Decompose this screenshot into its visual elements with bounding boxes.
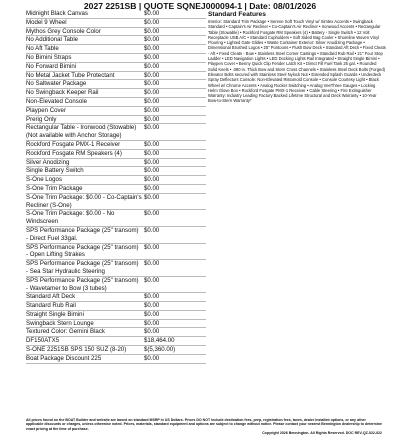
list-item (26, 36, 206, 45)
option-name: Midnight Black Canvas (26, 10, 88, 17)
option-name: SPS Performance Package (25" transom) - Open Lifting Strakes (26, 243, 139, 259)
option-name: No Additional Table (26, 36, 79, 44)
list-item (26, 260, 206, 277)
list-item (26, 328, 206, 337)
option-name: SPS Performance Package (25" transom) - Direct Fuel 33gal. (26, 226, 139, 242)
option-price: $0.00 (144, 71, 160, 79)
option-price: $0.00 (144, 184, 160, 192)
option-name: S-One Logos (26, 176, 62, 184)
option-name: Non-Elevated Console (26, 97, 87, 105)
option-name: Straight Single Bimini (26, 310, 84, 318)
list-item (26, 107, 206, 116)
list-item (26, 89, 206, 98)
list-item (26, 311, 206, 320)
option-price: $0.00 (144, 193, 160, 201)
list-item (26, 244, 206, 261)
list-item (26, 277, 206, 294)
option-price: $0.00 (144, 276, 160, 284)
option-price: $0.00 (144, 226, 160, 234)
option-name: Silver Anodizing (26, 158, 70, 166)
option-price: $0.00 (144, 62, 160, 70)
option-price: $0.00 (144, 302, 160, 310)
option-name: No Swingback Keeper Rail (26, 89, 99, 97)
list-item (26, 54, 206, 63)
option-price: $0.00 (144, 106, 160, 114)
option-name: Boat Package Discount 225 (26, 354, 102, 362)
option-name: S-ONE 2251SB SPS 150 SUZ (8-20) (26, 346, 127, 354)
standard-features-panel (208, 10, 386, 104)
option-name: Rectangular Table - Ironwood (Stowable) (Not available with Anchor Storage) (26, 124, 137, 140)
option-price: $0.00 (144, 18, 160, 26)
option-price: $0.00 (144, 97, 160, 105)
list-item (26, 141, 206, 150)
list-item (26, 98, 206, 107)
option-price: $(5,360.00) (144, 346, 176, 354)
option-price: $0.00 (144, 243, 160, 251)
option-price: $0.00 (144, 80, 160, 88)
options-price-list (26, 10, 206, 364)
list-item (26, 210, 206, 227)
standard-features-title: Standard Features (208, 11, 266, 18)
option-name: Mythos Grey Console Color (26, 27, 101, 35)
option-price: $0.00 (144, 260, 160, 268)
option-price: $0.00 (144, 27, 160, 35)
option-name: Swingback Stern Lounge (26, 319, 94, 327)
list-item (26, 302, 206, 311)
option-price: $0.00 (144, 10, 160, 17)
option-name: DF150ATX5 (26, 337, 60, 345)
list-item (26, 194, 206, 211)
option-price: $0.00 (144, 354, 160, 362)
option-name: No Metal Jacket Tube Protectant (26, 71, 115, 79)
option-price: $0.00 (144, 36, 160, 44)
option-price: $0.00 (144, 115, 160, 123)
option-price: $0.00 (144, 45, 160, 53)
disclaimer-text: All prices found on the BOAT Builder and website are based on standard MSRP in US Dollars. Prices DO NOT include destination fees, prep, registration fees, taxes, dealer installed options, or any other applicable discounts or charges, unless otherwise noted. Prices, materials, standard equipment and options are subject to change without notice. Please contact your nearest Bennington dealership to determine exact pricing at the time of purchase. (26, 418, 382, 431)
option-name: S-One Trim Package: $0.00 - Co-Captain's Recliner (S-One) (26, 193, 142, 209)
option-name: S-One Trim Package: $0.00 - No Windscreen (26, 210, 115, 226)
option-price: $18,464.00 (144, 337, 175, 345)
option-name: Standard Aft Deck (26, 293, 76, 301)
option-price: $0.00 (144, 167, 160, 175)
option-price: $0.00 (144, 89, 160, 97)
list-item (26, 337, 206, 346)
option-price: $0.00 (144, 293, 160, 301)
option-name: No Bimini Straps (26, 53, 72, 61)
list-item (26, 346, 206, 355)
option-name: Single Battery Switch (26, 167, 84, 175)
option-price: $0.00 (144, 53, 160, 61)
option-name: No Aft Table (26, 45, 59, 53)
list-item (26, 185, 206, 194)
option-price: $0.00 (144, 176, 160, 184)
option-price: $0.00 (144, 310, 160, 318)
option-name: Playpen Cover (26, 106, 66, 114)
option-name: Model 9 Wheel (26, 18, 67, 26)
list-item (26, 10, 206, 19)
quote-header: 2027 2251SB | QUOTE SQNEJ000094-1 | Date: 08/01/2026 (83, 1, 317, 11)
list-item (26, 167, 206, 176)
copyright-text: Copyright 2026 Bennington. All Rights Reserved. DOC REV-QZ-022-022 (262, 431, 382, 436)
option-name: No Saltwater Package (26, 80, 87, 88)
option-price: $0.00 (144, 149, 160, 157)
option-price: $0.00 (144, 140, 160, 148)
list-item (26, 293, 206, 302)
option-name: Prerig Only (26, 115, 57, 123)
list-item (26, 116, 206, 125)
standard-features-body: Interior: Standard Trim Package • Serene Soft Touch Vinyl w/ Simtex Accents • Swingback Standard • Captain's Air Recliner • Co-Captain's Air Recliner • Ironwood Accents • Rectangular Table (Stowable) • Rockford Fosgate RM Speakers (4) • Battery - Single Switch • 12 Volt Receptacle USB A/C • Standard Cupholders • Soft Sided Bag Cooler • Shoreline Woven Vinyl Flooring • Lighted Gate Glides • Waste Container Exterior: Silver Anodizing Package • Dimensional Brushed Logos • 25" Pontoons • Flush Bow Deck • Standard Aft Deck • Fixed Cleats - Aft • Fixed Cleats - Bow • Stainless Steel Corner Castings • Standard Rub Rail • 21" Four Step Ladder • LED Navigation Lights • LED Docking Lights Rail Integrated • Straight Single Bimini • Playpen Cover • Benny Quick Clip Fender Latch Kit • Direct Fill Fuel Tank 25 gal. • Rounded Solid Keels • .090 in. Thick Bow and Stern Cross Channels • Stainless Steel Deck Bolts (Forged) Elevator Bolts secured with Stainless Steel Nylock Nut • Extended Splash Guards • Underdeck Spray Deflectors Console: Non-Elevated Ristomold Console • Console Courtesy Light • Black Wheel w/ Chrome Accents • Analog Rocker Switching • Analog VeeThree Gauges • Locking Helm Glove Box • Rockford Fosgate PMX-1 Receiver • Cable Steering • Fire Extinguisher Warranty: Industry Leading Factory Backed Lifetime Structural and Deck Warranty • 10-Year Bow-to-Stern Warranty* (208, 19, 386, 104)
option-name: S-One Trim Package (26, 184, 83, 192)
list-item (26, 150, 206, 159)
option-name: Standard Rub Rail (26, 302, 76, 310)
list-item (26, 28, 206, 37)
list-item (26, 80, 206, 89)
option-name: SPS Performance Package (25" transom) - Sea Star Hydraulic Steering (26, 260, 139, 275)
disclaimer-footer (26, 418, 382, 436)
list-item (26, 63, 206, 72)
option-price: $0.00 (144, 319, 160, 327)
list-item (26, 72, 206, 81)
list-item (26, 159, 206, 168)
list-item (26, 19, 206, 28)
list-item (26, 176, 206, 185)
option-price: $0.00 (144, 124, 160, 132)
list-item (26, 45, 206, 54)
option-price: $0.00 (144, 210, 160, 218)
list-item (26, 227, 206, 244)
option-name: Rockford Fosgate PMX-1 Receiver (26, 140, 121, 148)
option-name: No Forward Bimini (26, 62, 77, 70)
list-item (26, 355, 206, 364)
option-name: Textured Color: Gemini Black (26, 328, 105, 336)
option-name: Rockford Fosgate RM Speakers (4) (26, 149, 122, 157)
option-name: SPS Performance Package (25" transom) - Wavetamer to Bow (3 tubes) (26, 276, 139, 292)
option-price: $0.00 (144, 328, 160, 336)
option-price: $0.00 (144, 158, 160, 166)
list-item (26, 124, 206, 141)
list-item (26, 320, 206, 329)
